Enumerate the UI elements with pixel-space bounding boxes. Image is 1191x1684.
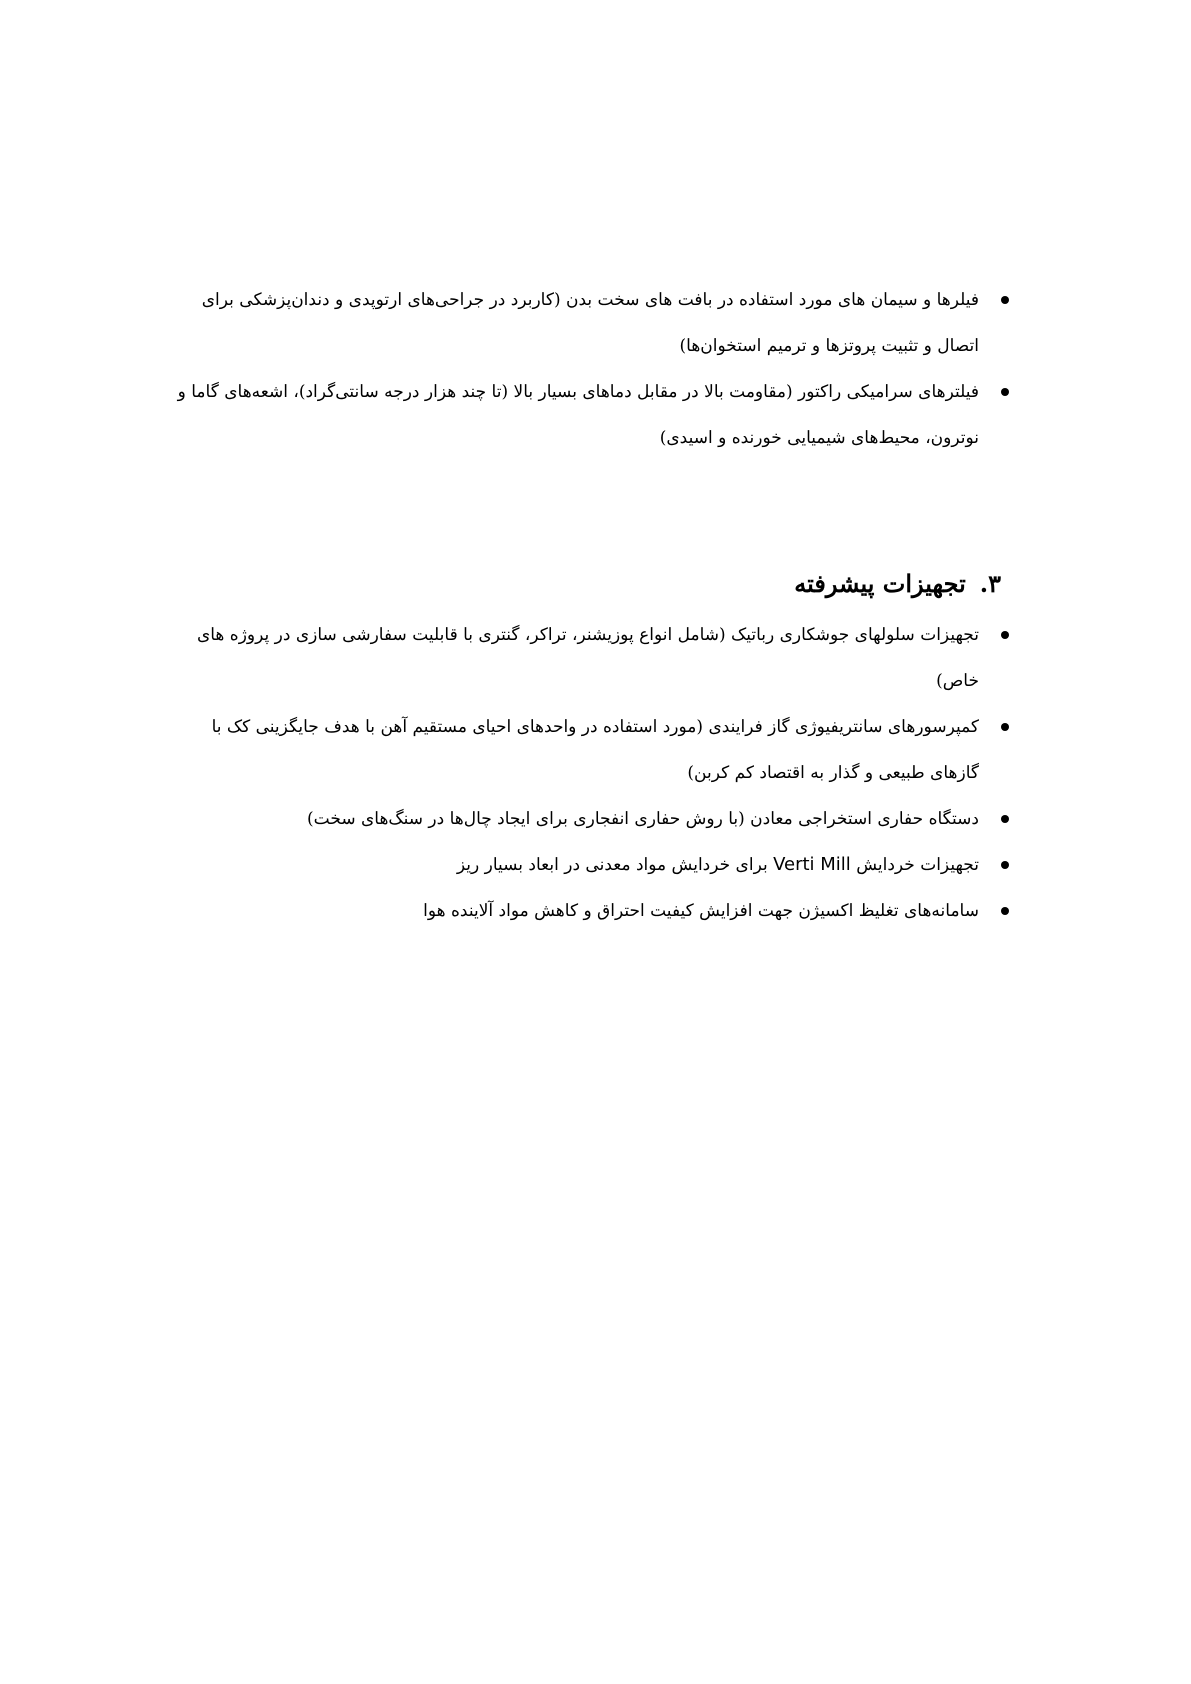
list-item-text: دستگاه حفاری استخراجی معادن (با روش حفاری انفجاری برای ایجاد چال‌ها در سنگ‌های سخت) — [307, 809, 979, 829]
product-name: Verti Mill — [773, 854, 851, 875]
list-item-text: تجهیزات سلولهای جوشکاری رباتیک (شامل انواع پوزیشنر، تراکر، گنتری با قابلیت سفارشی سازی در پروژه های خاص) — [196, 625, 979, 691]
bullet-icon — [1001, 296, 1009, 304]
list-item-text-after: برای خردایش مواد معدنی در ابعاد بسیار ریز — [456, 855, 774, 875]
list-item — [171, 369, 1011, 461]
section-number: ۳. — [979, 569, 1001, 598]
bullet-icon — [1001, 907, 1009, 915]
list-item-text: سامانه‌های تغلیظ اکسیژن جهت افزایش کیفیت احتراق و کاهش مواد آلاینده هوا — [423, 901, 979, 921]
list-item — [171, 277, 1011, 369]
bullet-list-advanced-equipment — [171, 612, 1011, 934]
list-item-text: کمپرسورهای سانتریفیوژی گاز فرایندی (مورد استفاده در واحدهای احیای مستقیم آهن با هدف جایگزینی کک با گازهای طبیعی و گذار به اقتصاد کم کربن) — [211, 717, 979, 783]
bullet-icon — [1001, 388, 1009, 396]
list-item — [171, 704, 1011, 796]
bullet-icon — [1001, 861, 1009, 869]
list-item-text-before: تجهیزات خردایش — [850, 855, 979, 875]
list-item-text: فیلرها و سیمان های مورد استفاده در بافت های سخت بدن (کاربرد در جراحی‌های ارتوپدی و دندان‌پزشکی برای اتصال و تثبیت پروتزها و ترمیم استخوان‌ها) — [201, 290, 979, 356]
section-title: تجهیزات پیشرفته — [794, 569, 966, 598]
list-item — [171, 888, 1011, 934]
bullet-icon — [1001, 631, 1009, 639]
section-heading — [794, 566, 1001, 602]
bullet-icon — [1001, 723, 1009, 731]
bullet-icon — [1001, 815, 1009, 823]
list-item — [171, 842, 1011, 888]
list-item-text: فیلترهای سرامیکی راکتور (مقاومت بالا در مقابل دماهای بسیار بالا (تا چند هزار درجه سانتی‌گراد)، اشعه‌های گاما و نوترون، محیط‌های شیمیایی خورنده و اسیدی) — [177, 382, 979, 448]
bullet-list-materials — [171, 277, 1011, 461]
list-item — [171, 612, 1011, 704]
list-item — [171, 796, 1011, 842]
